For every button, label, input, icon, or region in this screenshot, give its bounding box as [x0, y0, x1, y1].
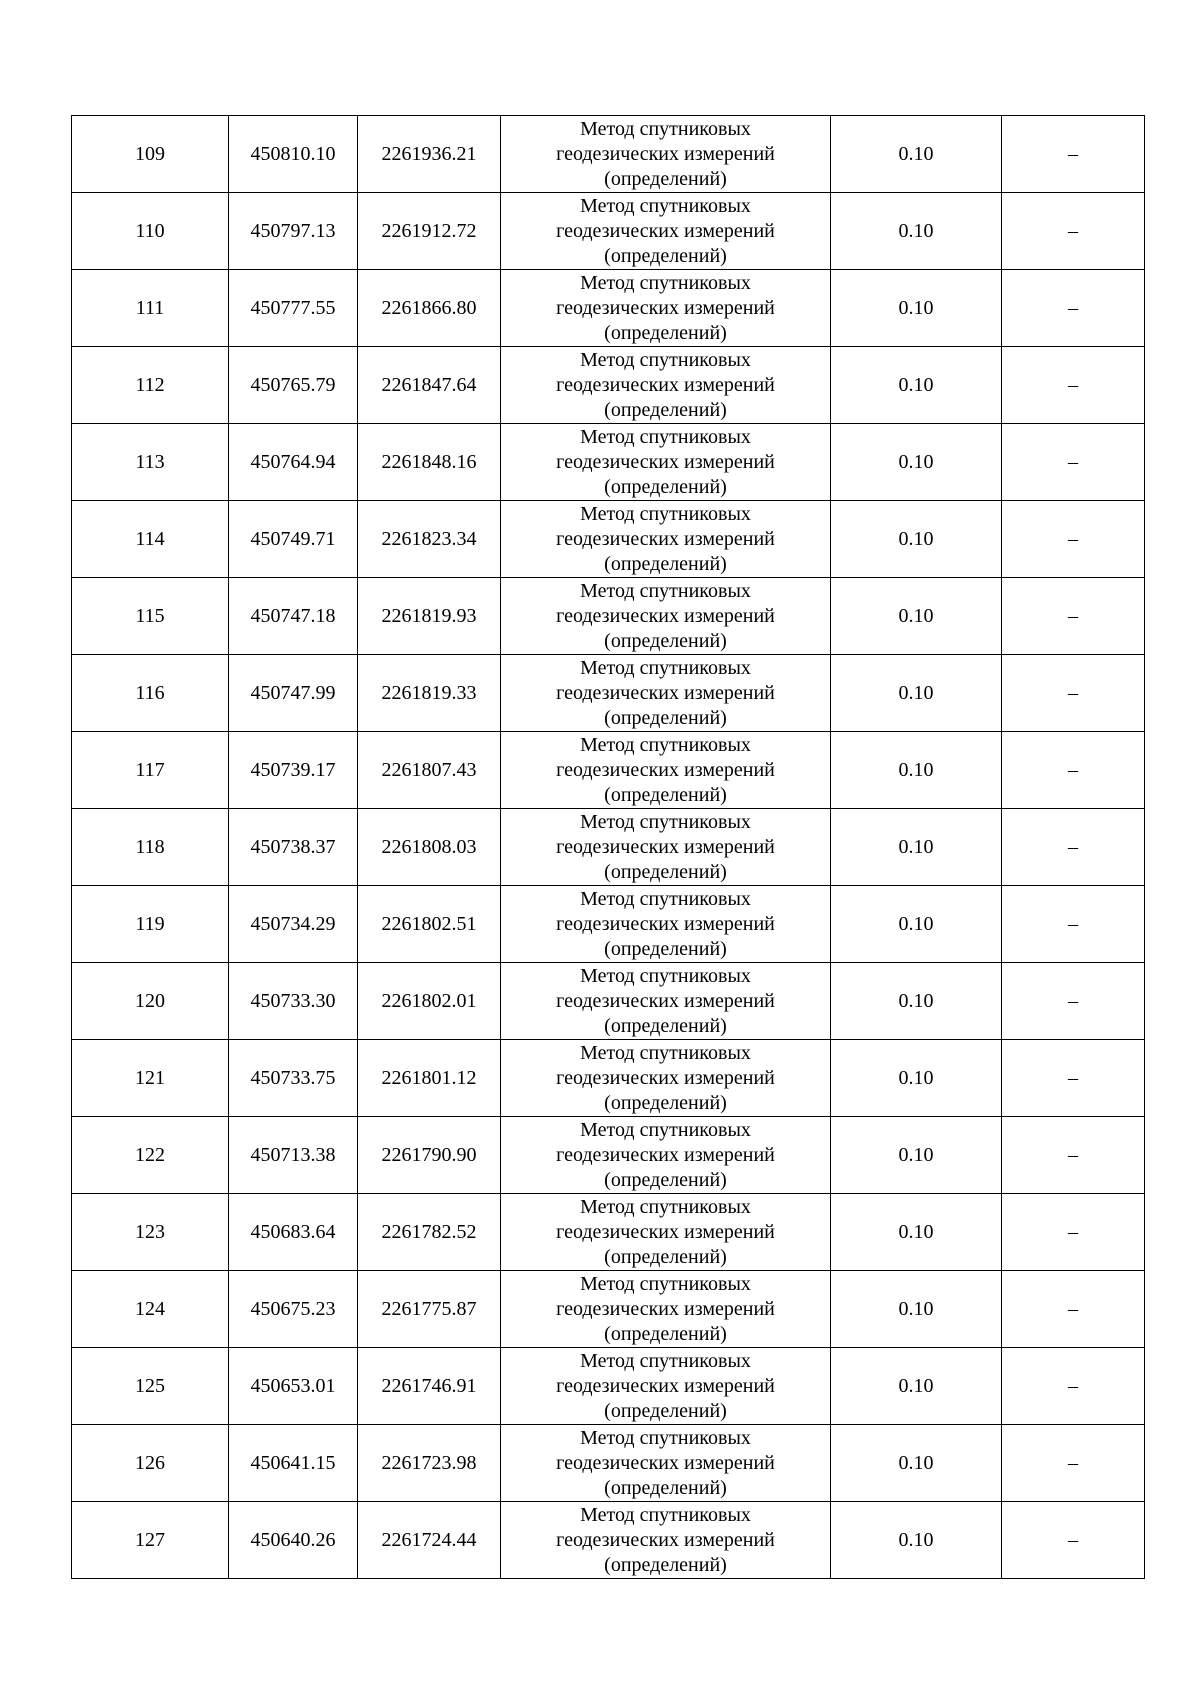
y-coordinate-cell: 2261775.87 [358, 1271, 501, 1348]
note-cell: – [1002, 424, 1145, 501]
table-row [72, 501, 1145, 578]
method-line: (определений) [604, 167, 727, 190]
method-cell [501, 116, 831, 193]
y-coordinate-cell: 2261790.90 [358, 1117, 501, 1194]
method-cell [501, 1040, 831, 1117]
y-coordinate-cell: 2261724.44 [358, 1502, 501, 1579]
method-line: (определений) [604, 1399, 727, 1422]
method-cell [501, 963, 831, 1040]
x-coordinate-cell: 450733.30 [229, 963, 358, 1040]
method-line: геодезических измерений [556, 835, 775, 858]
method-line: Метод спутниковых [580, 887, 751, 910]
table-row [72, 809, 1145, 886]
point-number-cell: 122 [72, 1117, 229, 1194]
method-cell [501, 1271, 831, 1348]
method-line: (определений) [604, 1322, 727, 1345]
y-coordinate-cell: 2261807.43 [358, 732, 501, 809]
accuracy-cell: 0.10 [831, 1194, 1002, 1271]
method-line: (определений) [604, 706, 727, 729]
x-coordinate-cell: 450797.13 [229, 193, 358, 270]
point-number-cell: 127 [72, 1502, 229, 1579]
note-cell: – [1002, 809, 1145, 886]
method-line: геодезических измерений [556, 1066, 775, 1089]
method-line: геодезических измерений [556, 373, 775, 396]
accuracy-cell: 0.10 [831, 1502, 1002, 1579]
note-cell: – [1002, 655, 1145, 732]
table-row [72, 655, 1145, 732]
method-line: Метод спутниковых [580, 194, 751, 217]
accuracy-cell: 0.10 [831, 809, 1002, 886]
x-coordinate-cell: 450713.38 [229, 1117, 358, 1194]
note-cell: – [1002, 1502, 1145, 1579]
x-coordinate-cell: 450738.37 [229, 809, 358, 886]
y-coordinate-cell: 2261801.12 [358, 1040, 501, 1117]
method-cell [501, 270, 831, 347]
method-cell [501, 193, 831, 270]
table-row [72, 578, 1145, 655]
table-row [72, 1194, 1145, 1271]
point-number-cell: 109 [72, 116, 229, 193]
point-number-cell: 112 [72, 347, 229, 424]
point-number-cell: 114 [72, 501, 229, 578]
table-row [72, 732, 1145, 809]
method-cell [501, 424, 831, 501]
method-line: геодезических измерений [556, 296, 775, 319]
y-coordinate-cell: 2261808.03 [358, 809, 501, 886]
y-coordinate-cell: 2261912.72 [358, 193, 501, 270]
note-cell: – [1002, 963, 1145, 1040]
method-cell [501, 1348, 831, 1425]
method-line: геодезических измерений [556, 1374, 775, 1397]
method-cell [501, 732, 831, 809]
method-line: геодезических измерений [556, 912, 775, 935]
table-row [72, 1271, 1145, 1348]
coordinates-table-body [72, 116, 1145, 1579]
method-line: геодезических измерений [556, 989, 775, 1012]
note-cell: – [1002, 886, 1145, 963]
point-number-cell: 113 [72, 424, 229, 501]
method-line: (определений) [604, 321, 727, 344]
y-coordinate-cell: 2261819.93 [358, 578, 501, 655]
method-line: геодезических измерений [556, 1143, 775, 1166]
method-cell [501, 886, 831, 963]
method-cell [501, 1117, 831, 1194]
y-coordinate-cell: 2261819.33 [358, 655, 501, 732]
x-coordinate-cell: 450653.01 [229, 1348, 358, 1425]
method-line: Метод спутниковых [580, 1272, 751, 1295]
note-cell: – [1002, 1348, 1145, 1425]
accuracy-cell: 0.10 [831, 963, 1002, 1040]
method-line: (определений) [604, 1091, 727, 1114]
method-line: Метод спутниковых [580, 425, 751, 448]
point-number-cell: 123 [72, 1194, 229, 1271]
method-line: геодезических измерений [556, 450, 775, 473]
point-number-cell: 116 [72, 655, 229, 732]
note-cell: – [1002, 732, 1145, 809]
note-cell: – [1002, 1425, 1145, 1502]
point-number-cell: 121 [72, 1040, 229, 1117]
point-number-cell: 117 [72, 732, 229, 809]
point-number-cell: 115 [72, 578, 229, 655]
accuracy-cell: 0.10 [831, 270, 1002, 347]
point-number-cell: 118 [72, 809, 229, 886]
method-cell [501, 655, 831, 732]
x-coordinate-cell: 450734.29 [229, 886, 358, 963]
method-line: (определений) [604, 1168, 727, 1191]
table-row [72, 886, 1145, 963]
method-line: геодезических измерений [556, 1528, 775, 1551]
point-number-cell: 126 [72, 1425, 229, 1502]
table-row [72, 1348, 1145, 1425]
x-coordinate-cell: 450747.18 [229, 578, 358, 655]
method-line: (определений) [604, 1245, 727, 1268]
method-cell [501, 578, 831, 655]
y-coordinate-cell: 2261866.80 [358, 270, 501, 347]
table-row [72, 347, 1145, 424]
method-cell [501, 1502, 831, 1579]
note-cell: – [1002, 193, 1145, 270]
note-cell: – [1002, 1194, 1145, 1271]
method-line: Метод спутниковых [580, 810, 751, 833]
method-line: (определений) [604, 475, 727, 498]
y-coordinate-cell: 2261782.52 [358, 1194, 501, 1271]
method-line: Метод спутниковых [580, 964, 751, 987]
accuracy-cell: 0.10 [831, 424, 1002, 501]
accuracy-cell: 0.10 [831, 1348, 1002, 1425]
accuracy-cell: 0.10 [831, 578, 1002, 655]
table-row [72, 270, 1145, 347]
method-line: геодезических измерений [556, 681, 775, 704]
accuracy-cell: 0.10 [831, 501, 1002, 578]
method-line: Метод спутниковых [580, 1503, 751, 1526]
x-coordinate-cell: 450641.15 [229, 1425, 358, 1502]
method-line: геодезических измерений [556, 758, 775, 781]
method-line: Метод спутниковых [580, 117, 751, 140]
method-line: (определений) [604, 244, 727, 267]
method-line: геодезических измерений [556, 219, 775, 242]
point-number-cell: 111 [72, 270, 229, 347]
y-coordinate-cell: 2261823.34 [358, 501, 501, 578]
table-row [72, 963, 1145, 1040]
y-coordinate-cell: 2261723.98 [358, 1425, 501, 1502]
x-coordinate-cell: 450764.94 [229, 424, 358, 501]
method-line: (определений) [604, 398, 727, 421]
x-coordinate-cell: 450810.10 [229, 116, 358, 193]
y-coordinate-cell: 2261746.91 [358, 1348, 501, 1425]
accuracy-cell: 0.10 [831, 1271, 1002, 1348]
method-cell [501, 1425, 831, 1502]
point-number-cell: 110 [72, 193, 229, 270]
method-line: Метод спутниковых [580, 348, 751, 371]
method-line: (определений) [604, 1476, 727, 1499]
method-line: (определений) [604, 552, 727, 575]
note-cell: – [1002, 347, 1145, 424]
method-line: геодезических измерений [556, 604, 775, 627]
x-coordinate-cell: 450777.55 [229, 270, 358, 347]
accuracy-cell: 0.10 [831, 1040, 1002, 1117]
method-line: Метод спутниковых [580, 579, 751, 602]
note-cell: – [1002, 1271, 1145, 1348]
x-coordinate-cell: 450683.64 [229, 1194, 358, 1271]
point-number-cell: 125 [72, 1348, 229, 1425]
method-line: (определений) [604, 1553, 727, 1576]
y-coordinate-cell: 2261936.21 [358, 116, 501, 193]
method-line: Метод спутниковых [580, 1118, 751, 1141]
x-coordinate-cell: 450640.26 [229, 1502, 358, 1579]
note-cell: – [1002, 501, 1145, 578]
y-coordinate-cell: 2261802.01 [358, 963, 501, 1040]
method-line: Метод спутниковых [580, 1041, 751, 1064]
note-cell: – [1002, 1040, 1145, 1117]
point-number-cell: 120 [72, 963, 229, 1040]
method-line: Метод спутниковых [580, 1195, 751, 1218]
method-line: Метод спутниковых [580, 502, 751, 525]
y-coordinate-cell: 2261848.16 [358, 424, 501, 501]
accuracy-cell: 0.10 [831, 732, 1002, 809]
x-coordinate-cell: 450675.23 [229, 1271, 358, 1348]
x-coordinate-cell: 450739.17 [229, 732, 358, 809]
method-line: геодезических измерений [556, 1451, 775, 1474]
accuracy-cell: 0.10 [831, 116, 1002, 193]
method-line: (определений) [604, 1014, 727, 1037]
x-coordinate-cell: 450765.79 [229, 347, 358, 424]
method-line: Метод спутниковых [580, 1426, 751, 1449]
accuracy-cell: 0.10 [831, 193, 1002, 270]
x-coordinate-cell: 450747.99 [229, 655, 358, 732]
table-row [72, 193, 1145, 270]
x-coordinate-cell: 450733.75 [229, 1040, 358, 1117]
note-cell: – [1002, 116, 1145, 193]
table-row [72, 1425, 1145, 1502]
coordinates-table [71, 115, 1145, 1579]
table-row [72, 116, 1145, 193]
method-cell [501, 809, 831, 886]
accuracy-cell: 0.10 [831, 886, 1002, 963]
point-number-cell: 124 [72, 1271, 229, 1348]
table-row [72, 1117, 1145, 1194]
method-line: Метод спутниковых [580, 656, 751, 679]
method-line: геодезических измерений [556, 527, 775, 550]
accuracy-cell: 0.10 [831, 1425, 1002, 1502]
method-line: (определений) [604, 937, 727, 960]
method-cell [501, 501, 831, 578]
method-line: Метод спутниковых [580, 1349, 751, 1372]
table-row [72, 424, 1145, 501]
table-row [72, 1040, 1145, 1117]
y-coordinate-cell: 2261847.64 [358, 347, 501, 424]
method-line: (определений) [604, 860, 727, 883]
method-cell [501, 1194, 831, 1271]
y-coordinate-cell: 2261802.51 [358, 886, 501, 963]
method-line: Метод спутниковых [580, 733, 751, 756]
note-cell: – [1002, 270, 1145, 347]
accuracy-cell: 0.10 [831, 655, 1002, 732]
method-line: геодезических измерений [556, 1220, 775, 1243]
note-cell: – [1002, 1117, 1145, 1194]
accuracy-cell: 0.10 [831, 1117, 1002, 1194]
table-row [72, 1502, 1145, 1579]
method-line: (определений) [604, 629, 727, 652]
x-coordinate-cell: 450749.71 [229, 501, 358, 578]
method-cell [501, 347, 831, 424]
accuracy-cell: 0.10 [831, 347, 1002, 424]
note-cell: – [1002, 578, 1145, 655]
method-line: (определений) [604, 783, 727, 806]
point-number-cell: 119 [72, 886, 229, 963]
method-line: геодезических измерений [556, 142, 775, 165]
method-line: Метод спутниковых [580, 271, 751, 294]
method-line: геодезических измерений [556, 1297, 775, 1320]
